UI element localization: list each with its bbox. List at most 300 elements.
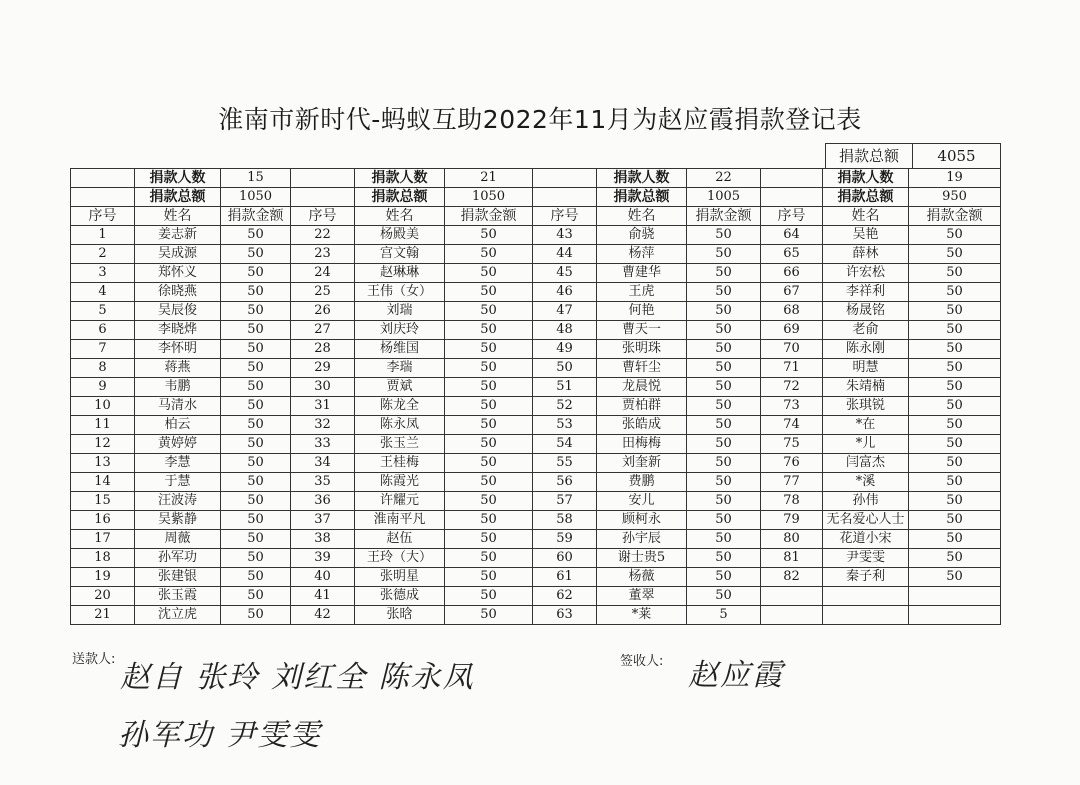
donor-no: 74: [761, 416, 823, 435]
donor-amount: 50: [221, 454, 291, 473]
donor-amount: 50: [909, 511, 1001, 530]
donor-amount: 50: [221, 321, 291, 340]
donor-no: 55: [533, 454, 597, 473]
donor-name: 周薇: [135, 530, 221, 549]
donor-name: 杨维国: [355, 340, 445, 359]
donor-amount: 50: [687, 530, 761, 549]
donor-name: 沈立虎: [135, 606, 221, 625]
donor-name: 张晗: [355, 606, 445, 625]
page-title: 淮南市新时代-蚂蚁互助2022年11月为赵应霞捐款登记表: [218, 105, 862, 134]
header-name: 姓名: [823, 207, 909, 226]
donor-name: 王桂梅: [355, 454, 445, 473]
group-count: 15: [221, 169, 291, 188]
donor-name: 陈龙全: [355, 397, 445, 416]
donor-name: *溪: [823, 473, 909, 492]
donor-amount: 50: [445, 549, 533, 568]
donor-no: 10: [71, 397, 135, 416]
donor-no: 32: [291, 416, 355, 435]
donor-name: 杨萍: [597, 245, 687, 264]
donor-name: 吴紫静: [135, 511, 221, 530]
donor-amount: 50: [909, 435, 1001, 454]
donor-no: 76: [761, 454, 823, 473]
donor-amount: 50: [687, 549, 761, 568]
donor-name: *儿: [823, 435, 909, 454]
donor-amount: 50: [687, 264, 761, 283]
donor-amount: 50: [687, 416, 761, 435]
header-name: 姓名: [135, 207, 221, 226]
donor-name: 朱靖楠: [823, 378, 909, 397]
donor-amount: 50: [221, 473, 291, 492]
donor-name: 杨晟铭: [823, 302, 909, 321]
donor-amount: 50: [221, 302, 291, 321]
donor-name: 张玉兰: [355, 435, 445, 454]
donor-no: 68: [761, 302, 823, 321]
count-label: 捐款人数: [135, 169, 221, 188]
table-row: [71, 321, 1001, 340]
donor-name: 谢士贵5: [597, 549, 687, 568]
donor-no: 82: [761, 568, 823, 587]
header-amount: 捐款金额: [909, 207, 1001, 226]
donor-name: 俞骁: [597, 226, 687, 245]
donor-no: 51: [533, 378, 597, 397]
donor-amount: 50: [687, 359, 761, 378]
donor-no: 81: [761, 549, 823, 568]
donor-amount: 50: [445, 245, 533, 264]
donor-name: 王玲（大）: [355, 549, 445, 568]
donor-name: 曹建华: [597, 264, 687, 283]
donor-amount: 50: [445, 530, 533, 549]
donor-name: 吴辰俊: [135, 302, 221, 321]
table-row: [71, 416, 1001, 435]
donor-name: 孙伟: [823, 492, 909, 511]
sender-signatures-line-2: [118, 710, 322, 754]
group-total: 1050: [221, 188, 291, 207]
donor-no: 28: [291, 340, 355, 359]
donor-name: 刘庆玲: [355, 321, 445, 340]
donor-amount: [909, 606, 1001, 625]
donor-no: [761, 606, 823, 625]
table-row: [71, 283, 1001, 302]
donor-amount: 50: [687, 568, 761, 587]
donor-amount: 50: [909, 283, 1001, 302]
donor-no: 6: [71, 321, 135, 340]
donor-amount: 50: [445, 568, 533, 587]
donor-no: 44: [533, 245, 597, 264]
header-no: 序号: [71, 207, 135, 226]
donor-no: 40: [291, 568, 355, 587]
donor-name: 陈永刚: [823, 340, 909, 359]
donor-name: 秦子利: [823, 568, 909, 587]
donor-amount: 50: [445, 454, 533, 473]
donor-amount: 50: [221, 492, 291, 511]
donor-no: 65: [761, 245, 823, 264]
sender-signature: 赵自 张玲 刘红全 陈永凤: [120, 660, 475, 695]
donor-amount: 50: [687, 378, 761, 397]
sender-label: 送款人:: [72, 652, 116, 667]
donor-name: 吴成源: [135, 245, 221, 264]
donor-no: 33: [291, 435, 355, 454]
donor-no: 18: [71, 549, 135, 568]
donor-amount: 50: [445, 416, 533, 435]
donor-name: 汪波涛: [135, 492, 221, 511]
donor-name: 黄婷婷: [135, 435, 221, 454]
donor-name: 李瑞: [355, 359, 445, 378]
grand-total-label: 捐款总额: [826, 144, 913, 169]
donor-amount: 50: [221, 435, 291, 454]
donor-amount: 50: [445, 359, 533, 378]
donor-no: 77: [761, 473, 823, 492]
donor-no: 66: [761, 264, 823, 283]
donor-name: 何艳: [597, 302, 687, 321]
donor-amount: 50: [445, 606, 533, 625]
donor-name: 陈霞光: [355, 473, 445, 492]
sender-signature: 孙军功 尹雯雯: [118, 718, 322, 753]
donor-no: 3: [71, 264, 135, 283]
grand-total-box: [825, 143, 1001, 169]
donor-amount: 50: [221, 397, 291, 416]
donor-name: [823, 587, 909, 606]
donor-no: [761, 587, 823, 606]
donor-no: 73: [761, 397, 823, 416]
donor-amount: 50: [445, 302, 533, 321]
donor-amount: 50: [687, 454, 761, 473]
donor-no: 69: [761, 321, 823, 340]
donor-rows: [71, 226, 1001, 625]
donor-name: 李怀明: [135, 340, 221, 359]
donor-no: 41: [291, 587, 355, 606]
donor-no: 24: [291, 264, 355, 283]
donor-amount: 50: [909, 302, 1001, 321]
donor-no: 49: [533, 340, 597, 359]
donor-name: 老俞: [823, 321, 909, 340]
donor-no: 80: [761, 530, 823, 549]
donor-name: 田梅梅: [597, 435, 687, 454]
donor-name: 无名爱心人士: [823, 511, 909, 530]
donor-name: 许宏松: [823, 264, 909, 283]
table-row: [71, 511, 1001, 530]
donor-no: 27: [291, 321, 355, 340]
donor-no: 62: [533, 587, 597, 606]
total-label: 捐款总额: [135, 188, 221, 207]
donor-amount: 50: [221, 359, 291, 378]
donor-amount: 50: [687, 321, 761, 340]
sender-signatures-line-1: [120, 652, 475, 696]
donor-name: 王伟（女）: [355, 283, 445, 302]
donor-name: *莱: [597, 606, 687, 625]
donor-name: 顾柯永: [597, 511, 687, 530]
donor-no: 30: [291, 378, 355, 397]
donor-no: 9: [71, 378, 135, 397]
donor-no: 45: [533, 264, 597, 283]
donor-name: 张皓成: [597, 416, 687, 435]
donor-no: 72: [761, 378, 823, 397]
donor-amount: 50: [445, 473, 533, 492]
donor-name: 韦鹏: [135, 378, 221, 397]
donor-amount: 50: [445, 435, 533, 454]
donor-name: 张明星: [355, 568, 445, 587]
header-amount: 捐款金额: [445, 207, 533, 226]
donor-no: 23: [291, 245, 355, 264]
donor-no: 60: [533, 549, 597, 568]
donor-amount: 50: [909, 340, 1001, 359]
donor-amount: 50: [445, 321, 533, 340]
total-label: 捐款总额: [355, 188, 445, 207]
receiver-signature: 赵应霞: [688, 658, 784, 693]
donor-amount: 50: [221, 530, 291, 549]
donor-no: 25: [291, 283, 355, 302]
donor-name: 吴艳: [823, 226, 909, 245]
donor-no: 15: [71, 492, 135, 511]
table-row: [71, 568, 1001, 587]
donor-amount: 50: [687, 587, 761, 606]
donor-no: 71: [761, 359, 823, 378]
donor-name: 闫富杰: [823, 454, 909, 473]
donor-name: 刘瑞: [355, 302, 445, 321]
table-row: [71, 340, 1001, 359]
donor-name: 张玉霞: [135, 587, 221, 606]
donor-name: 赵琳琳: [355, 264, 445, 283]
donor-amount: 50: [909, 492, 1001, 511]
table-row: [71, 606, 1001, 625]
count-label: 捐款人数: [597, 169, 687, 188]
donor-name: 于慧: [135, 473, 221, 492]
header-no: 序号: [761, 207, 823, 226]
group-total: 1005: [687, 188, 761, 207]
donor-amount: 50: [909, 397, 1001, 416]
donor-amount: 50: [221, 549, 291, 568]
donation-table: [70, 168, 1001, 625]
donor-amount: 5: [687, 606, 761, 625]
donor-no: 12: [71, 435, 135, 454]
donor-no: 46: [533, 283, 597, 302]
donor-amount: 50: [445, 283, 533, 302]
donor-name: 郑怀义: [135, 264, 221, 283]
donor-no: 35: [291, 473, 355, 492]
total-label: 捐款总额: [823, 188, 909, 207]
donor-no: 16: [71, 511, 135, 530]
count-label: 捐款人数: [355, 169, 445, 188]
donor-amount: 50: [221, 587, 291, 606]
donor-amount: 50: [445, 264, 533, 283]
donor-no: 56: [533, 473, 597, 492]
donor-no: 58: [533, 511, 597, 530]
donor-name: 费鹏: [597, 473, 687, 492]
donor-amount: 50: [687, 283, 761, 302]
header-name: 姓名: [355, 207, 445, 226]
donor-name: 姜志新: [135, 226, 221, 245]
donor-no: 79: [761, 511, 823, 530]
table-row: [71, 473, 1001, 492]
donor-name: 李晓烨: [135, 321, 221, 340]
donor-amount: 50: [445, 397, 533, 416]
donor-name: 曹轩尘: [597, 359, 687, 378]
donor-name: 张德成: [355, 587, 445, 606]
donor-no: 7: [71, 340, 135, 359]
donor-amount: 50: [687, 340, 761, 359]
donor-name: 杨薇: [597, 568, 687, 587]
donor-amount: 50: [445, 378, 533, 397]
count-label: 捐款人数: [823, 169, 909, 188]
table-row: [71, 530, 1001, 549]
donor-no: 38: [291, 530, 355, 549]
donor-no: 20: [71, 587, 135, 606]
donor-amount: 50: [909, 245, 1001, 264]
donor-name: 孙宇辰: [597, 530, 687, 549]
donor-name: 王虎: [597, 283, 687, 302]
table-row: [71, 226, 1001, 245]
donor-name: *在: [823, 416, 909, 435]
donor-no: 54: [533, 435, 597, 454]
donor-amount: 50: [909, 473, 1001, 492]
table-row: [71, 302, 1001, 321]
donor-no: 47: [533, 302, 597, 321]
donor-name: 刘奎新: [597, 454, 687, 473]
table-row: [71, 378, 1001, 397]
donor-amount: 50: [221, 606, 291, 625]
donor-no: 8: [71, 359, 135, 378]
donor-no: 63: [533, 606, 597, 625]
donor-no: 5: [71, 302, 135, 321]
donor-no: 13: [71, 454, 135, 473]
donor-amount: 50: [687, 397, 761, 416]
table-row: [71, 492, 1001, 511]
donor-no: 67: [761, 283, 823, 302]
donor-amount: 50: [909, 321, 1001, 340]
donor-amount: 50: [687, 473, 761, 492]
header-no: 序号: [533, 207, 597, 226]
donor-no: 11: [71, 416, 135, 435]
donor-amount: 50: [909, 378, 1001, 397]
donor-amount: 50: [687, 435, 761, 454]
donor-amount: 50: [445, 492, 533, 511]
donor-name: 淮南平凡: [355, 511, 445, 530]
table-row: [71, 359, 1001, 378]
donor-name: 安儿: [597, 492, 687, 511]
table-row: [71, 587, 1001, 606]
donor-name: 董翠: [597, 587, 687, 606]
donor-amount: 50: [909, 416, 1001, 435]
donor-amount: 50: [221, 226, 291, 245]
donor-name: 龙晨悦: [597, 378, 687, 397]
donor-amount: 50: [687, 226, 761, 245]
donor-name: 柏云: [135, 416, 221, 435]
donor-no: 78: [761, 492, 823, 511]
donor-name: 尹雯雯: [823, 549, 909, 568]
donor-name: 蒋燕: [135, 359, 221, 378]
donor-no: 50: [533, 359, 597, 378]
group-count: 19: [909, 169, 1001, 188]
donor-amount: 50: [687, 302, 761, 321]
donor-amount: 50: [687, 511, 761, 530]
donor-no: 22: [291, 226, 355, 245]
donor-no: 43: [533, 226, 597, 245]
group-count: 21: [445, 169, 533, 188]
receiver-label: 签收人:: [620, 654, 664, 669]
donor-name: 陈永凤: [355, 416, 445, 435]
donor-no: 4: [71, 283, 135, 302]
summary-count-row: [71, 169, 1001, 188]
donor-no: 70: [761, 340, 823, 359]
donor-no: 34: [291, 454, 355, 473]
donor-amount: 50: [909, 264, 1001, 283]
donor-no: 61: [533, 568, 597, 587]
table-row: [71, 454, 1001, 473]
donor-name: 薛林: [823, 245, 909, 264]
grand-total-value: 4055: [937, 147, 976, 165]
donor-no: 36: [291, 492, 355, 511]
donor-name: 李慧: [135, 454, 221, 473]
donor-no: 2: [71, 245, 135, 264]
donor-name: [823, 606, 909, 625]
donor-name: 曹天一: [597, 321, 687, 340]
donor-no: 17: [71, 530, 135, 549]
donor-amount: 50: [909, 454, 1001, 473]
group-total: 950: [909, 188, 1001, 207]
donor-amount: 50: [687, 492, 761, 511]
donor-no: 53: [533, 416, 597, 435]
donor-amount: 50: [221, 416, 291, 435]
header-no: 序号: [291, 207, 355, 226]
donor-name: 许耀元: [355, 492, 445, 511]
header-amount: 捐款金额: [221, 207, 291, 226]
donor-name: 宫文翰: [355, 245, 445, 264]
donor-amount: 50: [221, 511, 291, 530]
donor-no: 29: [291, 359, 355, 378]
donor-no: 42: [291, 606, 355, 625]
summary-total-row: [71, 188, 1001, 207]
donor-amount: 50: [909, 530, 1001, 549]
donor-no: 37: [291, 511, 355, 530]
donor-no: 1: [71, 226, 135, 245]
header-name: 姓名: [597, 207, 687, 226]
header-amount: 捐款金额: [687, 207, 761, 226]
donor-amount: 50: [909, 549, 1001, 568]
donor-amount: 50: [221, 264, 291, 283]
donor-amount: 50: [221, 245, 291, 264]
donor-amount: 50: [221, 340, 291, 359]
table-row: [71, 549, 1001, 568]
donor-amount: 50: [909, 359, 1001, 378]
group-count: 22: [687, 169, 761, 188]
donor-no: 31: [291, 397, 355, 416]
donor-no: 21: [71, 606, 135, 625]
column-header-row: [71, 207, 1001, 226]
table-row: [71, 435, 1001, 454]
donor-amount: 50: [909, 226, 1001, 245]
donor-amount: [909, 587, 1001, 606]
donor-no: 19: [71, 568, 135, 587]
donor-name: 孙军功: [135, 549, 221, 568]
donor-name: 张建银: [135, 568, 221, 587]
donor-name: 马清水: [135, 397, 221, 416]
donor-name: 张琪锐: [823, 397, 909, 416]
table-row: [71, 264, 1001, 283]
donor-name: 张明珠: [597, 340, 687, 359]
donor-amount: 50: [221, 378, 291, 397]
donor-amount: 50: [445, 511, 533, 530]
donor-no: 64: [761, 226, 823, 245]
donor-amount: 50: [221, 283, 291, 302]
donor-no: 75: [761, 435, 823, 454]
donor-name: 贾斌: [355, 378, 445, 397]
group-total: 1050: [445, 188, 533, 207]
donor-name: 赵伍: [355, 530, 445, 549]
donor-amount: 50: [445, 587, 533, 606]
donor-no: 59: [533, 530, 597, 549]
donor-amount: 50: [221, 568, 291, 587]
donor-amount: 50: [445, 340, 533, 359]
donor-no: 14: [71, 473, 135, 492]
